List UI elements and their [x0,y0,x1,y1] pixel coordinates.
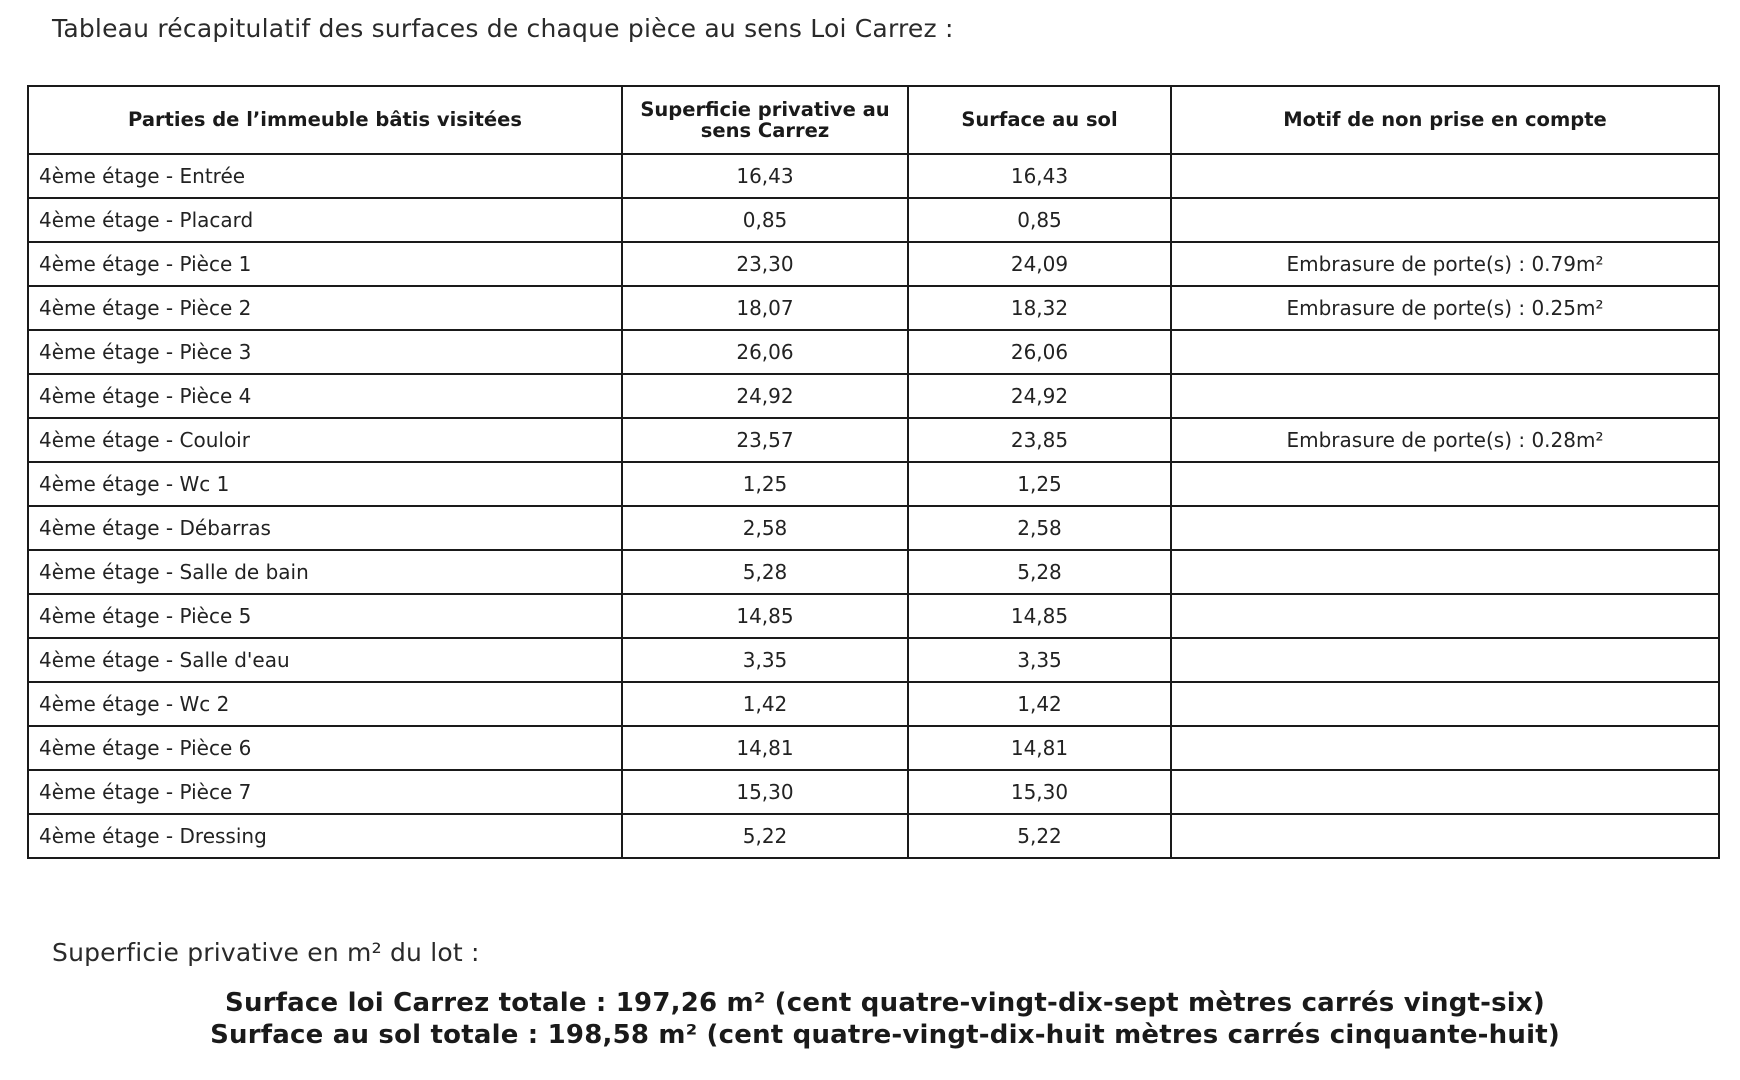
cell-exclusion-reason [1171,682,1719,726]
table-row [28,198,1719,242]
cell-floor-surface: 24,92 [908,374,1171,418]
table-row [28,506,1719,550]
header-name: Parties de l’immeuble bâtis visitées [28,86,622,154]
cell-floor-surface: 14,81 [908,726,1171,770]
cell-floor-surface: 3,35 [908,638,1171,682]
total-sol: Surface au sol totale : 198,58 m² (cent quatre-vingt-dix-huit mètres carrés cinquante-huit) [210,1020,1560,1050]
cell-room-name: 4ème étage - Salle d'eau [28,638,622,682]
table-row [28,550,1719,594]
table-row [28,462,1719,506]
cell-room-name: 4ème étage - Wc 1 [28,462,622,506]
cell-exclusion-reason [1171,330,1719,374]
cell-room-name: 4ème étage - Débarras [28,506,622,550]
cell-carrez-surface: 2,58 [622,506,908,550]
table-row [28,638,1719,682]
cell-carrez-surface: 16,43 [622,154,908,198]
cell-exclusion-reason [1171,770,1719,814]
surface-summary-table [27,85,1720,859]
cell-room-name: 4ème étage - Pièce 4 [28,374,622,418]
cell-carrez-surface: 26,06 [622,330,908,374]
cell-room-name: 4ème étage - Dressing [28,814,622,858]
cell-floor-surface: 5,28 [908,550,1171,594]
cell-exclusion-reason [1171,154,1719,198]
cell-exclusion-reason [1171,374,1719,418]
table-body [28,154,1719,858]
table-row [28,726,1719,770]
cell-floor-surface: 2,58 [908,506,1171,550]
cell-room-name: 4ème étage - Placard [28,198,622,242]
cell-carrez-surface: 23,30 [622,242,908,286]
cell-floor-surface: 0,85 [908,198,1171,242]
cell-floor-surface: 1,25 [908,462,1171,506]
cell-room-name: 4ème étage - Couloir [28,418,622,462]
cell-floor-surface: 14,85 [908,594,1171,638]
cell-exclusion-reason [1171,726,1719,770]
cell-exclusion-reason: Embrasure de porte(s) : 0.28m² [1171,418,1719,462]
table-row [28,374,1719,418]
cell-exclusion-reason [1171,198,1719,242]
header-carrez: Superficie privative au sens Carrez [622,86,908,154]
header-motif: Motif de non prise en compte [1171,86,1719,154]
intro-text: Tableau récapitulatif des surfaces de chaque pièce au sens Loi Carrez : [52,14,954,43]
table-row [28,418,1719,462]
table-row [28,814,1719,858]
table-row [28,330,1719,374]
cell-floor-surface: 26,06 [908,330,1171,374]
cell-floor-surface: 1,42 [908,682,1171,726]
cell-carrez-surface: 23,57 [622,418,908,462]
cell-room-name: 4ème étage - Entrée [28,154,622,198]
cell-exclusion-reason [1171,594,1719,638]
table-row [28,770,1719,814]
cell-carrez-surface: 1,42 [622,682,908,726]
total-carrez: Surface loi Carrez totale : 197,26 m² (cent quatre-vingt-dix-sept mètres carrés vingt-six) [225,988,1545,1018]
cell-carrez-surface: 5,22 [622,814,908,858]
header-sol: Surface au sol [908,86,1171,154]
table-header-row [28,86,1719,154]
cell-exclusion-reason: Embrasure de porte(s) : 0.25m² [1171,286,1719,330]
table-row [28,286,1719,330]
cell-exclusion-reason [1171,550,1719,594]
cell-floor-surface: 5,22 [908,814,1171,858]
cell-exclusion-reason [1171,638,1719,682]
cell-carrez-surface: 5,28 [622,550,908,594]
cell-floor-surface: 23,85 [908,418,1171,462]
cell-carrez-surface: 1,25 [622,462,908,506]
cell-carrez-surface: 0,85 [622,198,908,242]
cell-exclusion-reason [1171,814,1719,858]
cell-floor-surface: 16,43 [908,154,1171,198]
cell-floor-surface: 15,30 [908,770,1171,814]
cell-exclusion-reason [1171,506,1719,550]
cell-carrez-surface: 14,85 [622,594,908,638]
cell-exclusion-reason [1171,462,1719,506]
table-row [28,594,1719,638]
cell-room-name: 4ème étage - Salle de bain [28,550,622,594]
cell-carrez-surface: 3,35 [622,638,908,682]
cell-room-name: 4ème étage - Pièce 2 [28,286,622,330]
cell-carrez-surface: 24,92 [622,374,908,418]
cell-room-name: 4ème étage - Pièce 6 [28,726,622,770]
cell-carrez-surface: 14,81 [622,726,908,770]
cell-exclusion-reason: Embrasure de porte(s) : 0.79m² [1171,242,1719,286]
cell-carrez-surface: 15,30 [622,770,908,814]
cell-room-name: 4ème étage - Pièce 5 [28,594,622,638]
cell-floor-surface: 18,32 [908,286,1171,330]
cell-carrez-surface: 18,07 [622,286,908,330]
cell-room-name: 4ème étage - Wc 2 [28,682,622,726]
cell-floor-surface: 24,09 [908,242,1171,286]
table-row [28,682,1719,726]
lot-label: Superficie privative en m² du lot : [52,938,480,967]
cell-room-name: 4ème étage - Pièce 1 [28,242,622,286]
table-row [28,242,1719,286]
cell-room-name: 4ème étage - Pièce 3 [28,330,622,374]
cell-room-name: 4ème étage - Pièce 7 [28,770,622,814]
table-row [28,154,1719,198]
